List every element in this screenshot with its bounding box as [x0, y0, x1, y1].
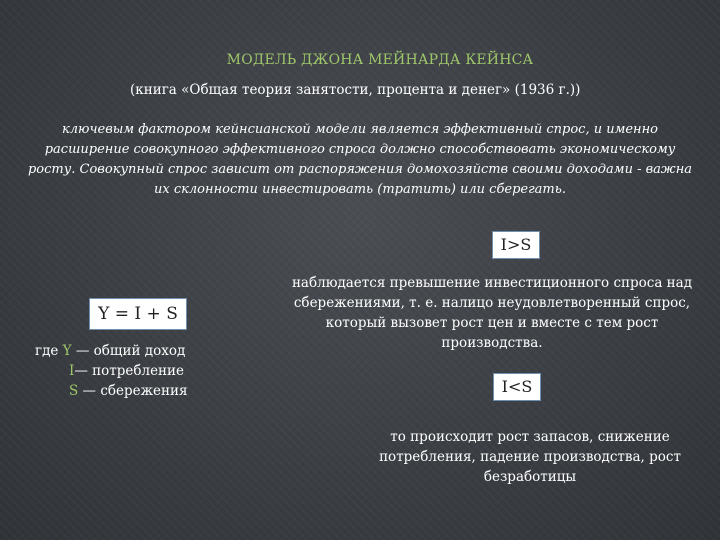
formula-legend: [35, 341, 245, 401]
slide-subtitle: (книга «Общая теория занятости, процента и денег» (1936 г.)): [130, 82, 581, 98]
legend-line-consumption: [35, 361, 245, 381]
legend-prefix: где: [35, 343, 63, 359]
formula-box: Y = I + S: [89, 298, 187, 330]
intro-paragraph: ключевым фактором кейнсианской модели является эффективный спрос, и именно расширение совокупного эффективного спроса должно способствовать экономическому росту. Совокупный спрос зависит от распоряжения домохозяйств своими доходами - важна их склонности инвестировать (тратить) или сберегать.: [27, 122, 693, 197]
legend-text-savings: — сбережения: [78, 383, 188, 399]
condition-text-i-less-s: то происходит рост запасов, снижение потребления, падение производства, рост безработицы: [379, 429, 681, 485]
legend-text-consumption: — потребление: [74, 363, 185, 379]
legend-symbol-y: Y: [62, 343, 72, 359]
legend-symbol-s: S: [69, 383, 79, 399]
legend-symbol-i: I: [69, 363, 75, 379]
legend-line-savings: [35, 381, 245, 401]
condition-box-i-less-s: I<S: [493, 373, 541, 401]
slide-title: МОДЕЛЬ ДЖОНА МЕЙНАРДА КЕЙНСА: [226, 52, 534, 68]
legend-text-income: — общий доход: [71, 343, 186, 359]
legend-line-income: [35, 341, 245, 361]
condition-text-i-greater-s: наблюдается превышение инвестиционного спроса над сбережениями, т. е. налицо неудовлетворенный спрос, который вызовет рост цен и вместе с тем рост производства.: [291, 275, 693, 351]
condition-box-i-greater-s: I>S: [492, 231, 540, 259]
